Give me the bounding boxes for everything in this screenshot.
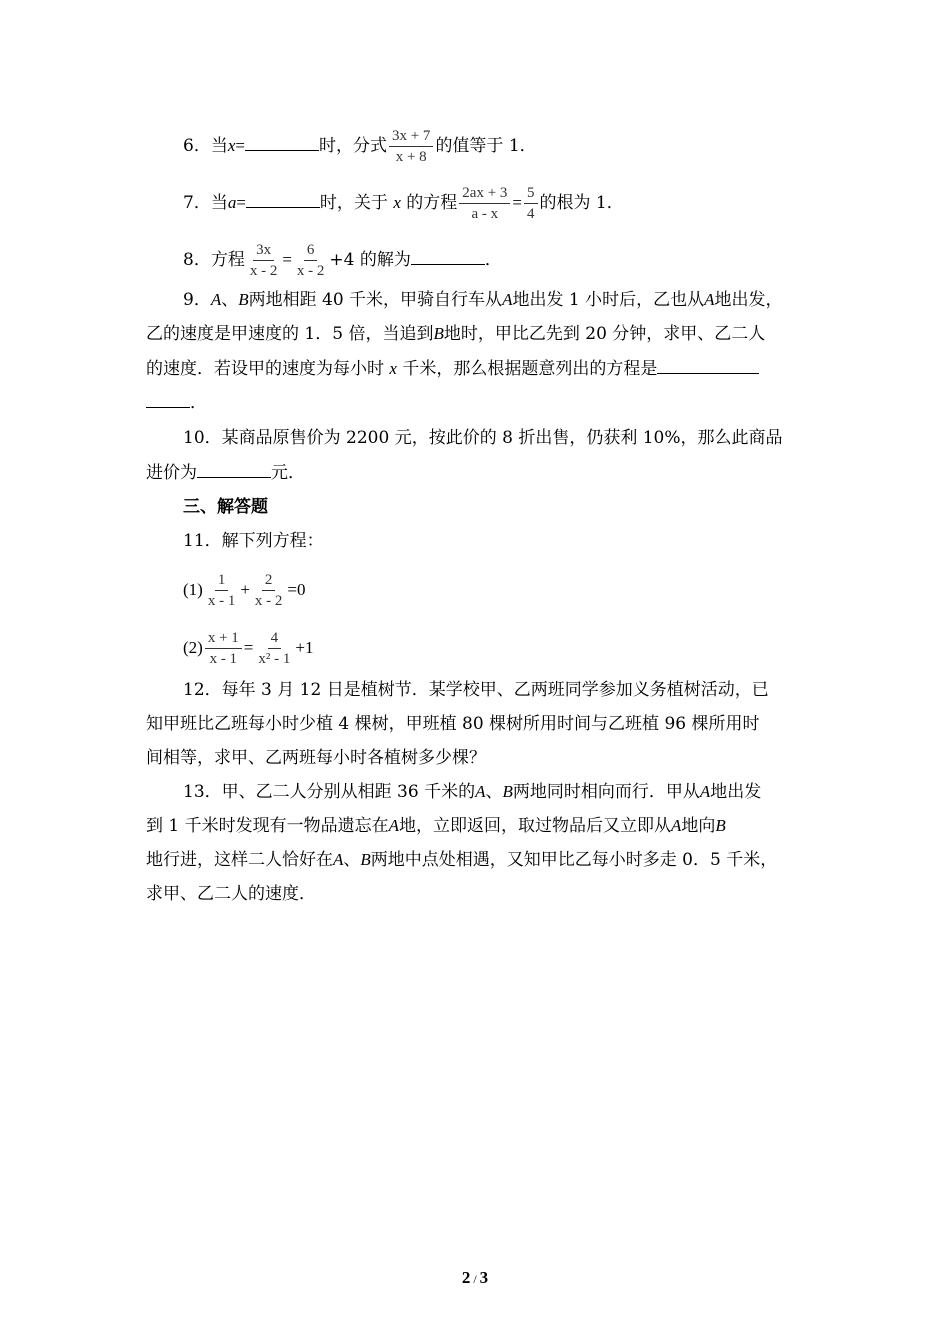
question-13-line-3: 地行进，这样二人恰好在A、B两地中点处相遇，又知甲比乙每小时多走 0．5 千米， (146, 850, 778, 870)
question-6: 6．当x= 时，分式 $\frac{3x + 7}{x + 8}$ 的值等于 1． (183, 128, 537, 165)
section-title: 三、解答题 (183, 497, 268, 517)
question-9-line-3: 的速度．若设甲的速度为每小时 x 千米，那么根据题意列出的方程是 (146, 357, 759, 380)
question-11-part-1: (1) $\frac{1}{x - 1}$ + $\frac{2}{x - 2}$ =0 (183, 572, 306, 609)
answer-blank[interactable] (411, 248, 485, 265)
answer-blank[interactable] (245, 134, 319, 151)
question-7: 7．当a= 时，关于 x 的方程 $\frac{2ax + 3}{a - x}$ = $\frac{5}{4}$ 的根为 1． (183, 185, 624, 222)
question-10-line-1: 10．某商品原售价为 2200 元，按此价的 8 折出售，仍获利 10%，那么此商品 (183, 428, 783, 448)
fraction: $\frac{3x + 7}{x + 8}$ (389, 128, 433, 165)
question-13-line-2: 到 1 千米时发现有一物品遗忘在A地，立即返回，取过物品后又立即从A地向B (146, 816, 726, 836)
question-9-line-4: ． (146, 391, 207, 414)
question-12-line-1: 12．每年 3 月 12 日是植树节．某学校甲、乙两班同学参加义务植树活动，已 (183, 680, 769, 700)
fraction: $\frac{5}{4}$ (524, 185, 538, 222)
answer-blank-continued[interactable] (146, 391, 190, 408)
fraction: $\frac{1}{x - 1}$ (207, 572, 236, 609)
question-10-line-2: 进价为 元． (146, 463, 305, 483)
question-9-line-1: 9．A、B两地相距 40 千米，甲骑自行车从A地出发 1 小时后，乙也从A地出发， (183, 290, 783, 310)
question-11-title: 11．解下列方程： (183, 531, 324, 551)
fraction: $\frac{x + 1}{x - 1}$ (205, 630, 242, 667)
question-12-line-3: 间相等，求甲、乙两班每小时各植树多少棵？ (146, 748, 486, 768)
fraction: $\frac{2ax + 3}{a - x}$ (459, 185, 510, 222)
fraction: $\frac{2}{x - 2}$ (254, 572, 283, 609)
question-9-line-2: 乙的速度是甲速度的 1．5 倍，当追到B地时，甲比乙先到 20 分钟，求甲、乙二人 (146, 324, 766, 344)
answer-blank[interactable] (197, 461, 271, 478)
question-13-line-4: 求甲、乙二人的速度． (146, 884, 316, 904)
answer-blank[interactable] (657, 357, 759, 374)
question-11-part-2: (2) $\frac{x + 1}{x - 1}$ = $\frac{4}{\text{x² - 1}}$ +1 (183, 630, 314, 667)
fraction: $\frac{4}{\text{x² - 1}}$ (258, 630, 291, 667)
question-13-line-1: 13．甲、乙二人分别从相距 36 千米的A、B两地同时相向而行．甲从A地出发 (183, 782, 762, 802)
question-12-line-2: 知甲班比乙班每小时少植 4 棵树，甲班植 80 棵树所用时间与乙班植 96 棵所用时 (146, 714, 760, 734)
page-number: 2 / 3 (461, 1268, 489, 1287)
fraction: $\frac{3x}{x - 2}$ (249, 242, 278, 279)
answer-blank[interactable] (246, 191, 320, 208)
fraction: $\frac{6}{x - 2}$ (296, 242, 325, 279)
question-8: 8．方程 $\frac{3x}{x - 2}$ = $\frac{6}{x - 2}$ +4 的解为 ． (183, 242, 502, 279)
